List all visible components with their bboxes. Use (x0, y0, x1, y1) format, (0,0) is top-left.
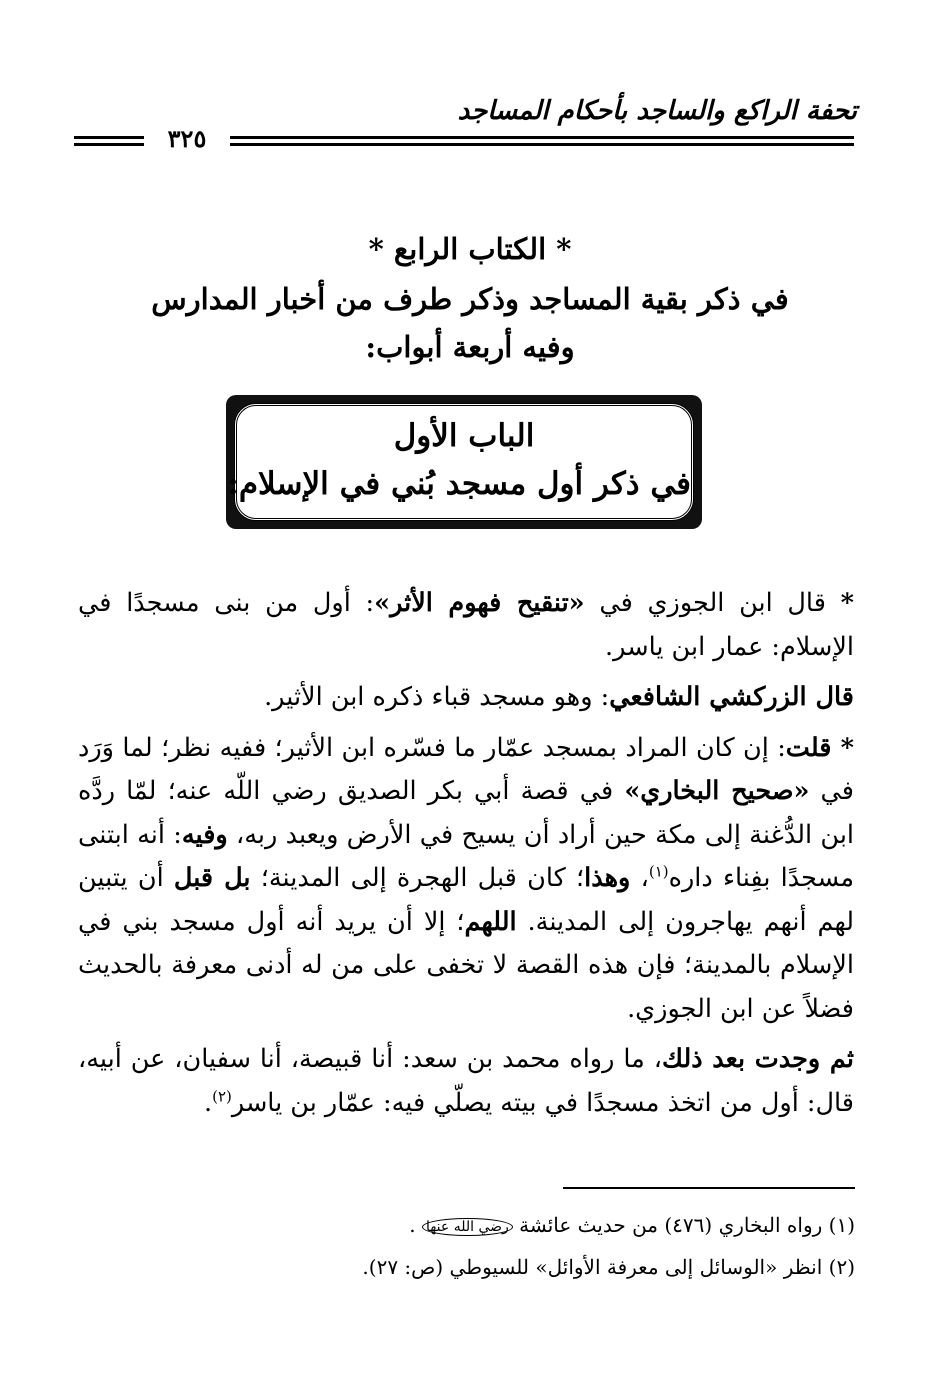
paragraph-text: ؛ كان قبل الهجرة إلى المدينة؛ (250, 863, 585, 893)
header-double-rule (230, 136, 854, 146)
running-header-title: تحفة الراكع والساجد بأحكام المساجد (457, 96, 857, 126)
book-subheading: في ذكر بقية المساجد وذكر طرف من أخبار المدارس (151, 282, 789, 316)
paragraph-text: : أول من بنى مسجدًا في الإسلام: عمار ابن ياسر. (78, 588, 854, 662)
emphasis: اللهم (464, 906, 517, 937)
star-marker: * (840, 588, 854, 618)
paragraph-text: ؛ إلا أن يريد أنه أول مسجد بني في الإسلام بالمدينة؛ فإن هذه القصة لا تخفى على من له أدنى معرفة بالحديث فضلاً عن ابن الجوزي. (78, 906, 854, 1024)
body-text (78, 582, 854, 1132)
speaker-label: قال الزركشي الشافعي (609, 682, 854, 712)
paragraph-text: قال ابن الجوزي في (584, 588, 841, 618)
paragraph-2 (78, 676, 854, 720)
footnote-marker[interactable]: (١) (648, 862, 669, 881)
paragraph-text: في قصة أبي بكر الصديق رضي اللّه عنه؛ لمّا ردَّه ابن الدُّغنة إلى مكة حين أراد أن يسيح في الأرض ويعبد ربه، (78, 776, 854, 850)
page-number: ٣٢٥ (167, 124, 207, 153)
footnote-2: (٢) انظر «الوسائل إلى معرفة الأوائل» للسيوطي (ص: ٢٧). (362, 1255, 855, 1279)
paragraph-text: : أنه ابتنى مسجدًا بفِناء داره (78, 819, 855, 893)
emphasis: ثم وجدت بعد ذلك (661, 1044, 854, 1074)
footnote-text-end: . (409, 1213, 422, 1237)
paragraph-text: أن يتبين لهم أنهم يهاجرون إلى المدينة. (78, 863, 854, 937)
emphasis: وفيه (181, 819, 228, 850)
footnote-text: (١) رواه البخاري (٤٧٦) من حديث عائشة (519, 1213, 855, 1237)
paragraph-text: : إن كان المراد بمسجد عمّار ما فسّره ابن الأثير؛ ففيه نظر؛ لما وَرَد في (78, 732, 854, 806)
chapter-frame-inner (227, 403, 694, 521)
header-double-rule-short (74, 136, 144, 146)
chapter-subtitle: في ذكر أول مسجد بُني في الإسلام: (227, 466, 691, 502)
book-reference: «صحيح البخاري» (624, 776, 810, 806)
footnote-separator (563, 1187, 855, 1189)
paragraph-4 (78, 1038, 854, 1125)
paragraph-text: ، (630, 863, 649, 893)
book-reference: «تنقيح فهوم الأثر» (374, 588, 585, 618)
chapter-frame (226, 395, 702, 529)
paragraph-3 (78, 727, 854, 1032)
speaker-label: قلت (785, 732, 841, 763)
paragraph-text: . (203, 1087, 213, 1118)
chapter-title: الباب الأول (393, 418, 535, 454)
emphasis: بل قبل (173, 863, 251, 893)
paragraph-text: : وهو مسجد قباء ذكره ابن الأثير. (264, 682, 610, 712)
emphasis: وهذا (584, 863, 631, 893)
book-heading: * الكتاب الرابع * (368, 232, 572, 266)
book-chapters-note: وفيه أربعة أبواب: (365, 330, 575, 364)
paragraph-1 (78, 582, 854, 669)
star-marker: * (840, 732, 854, 763)
salutation-glyph: رضي الله عنها (422, 1218, 513, 1236)
footnote-1 (95, 1213, 855, 1237)
footnote-marker[interactable]: (٢) (212, 1087, 232, 1105)
paragraph-text: ، ما رواه محمد بن سعد: أنا قبيصة، أنا سفيان، عن أبيه، قال: أول من اتخذ مسجدًا في بيته يصلّي فيه: عمّار بن ياسر (78, 1044, 854, 1118)
